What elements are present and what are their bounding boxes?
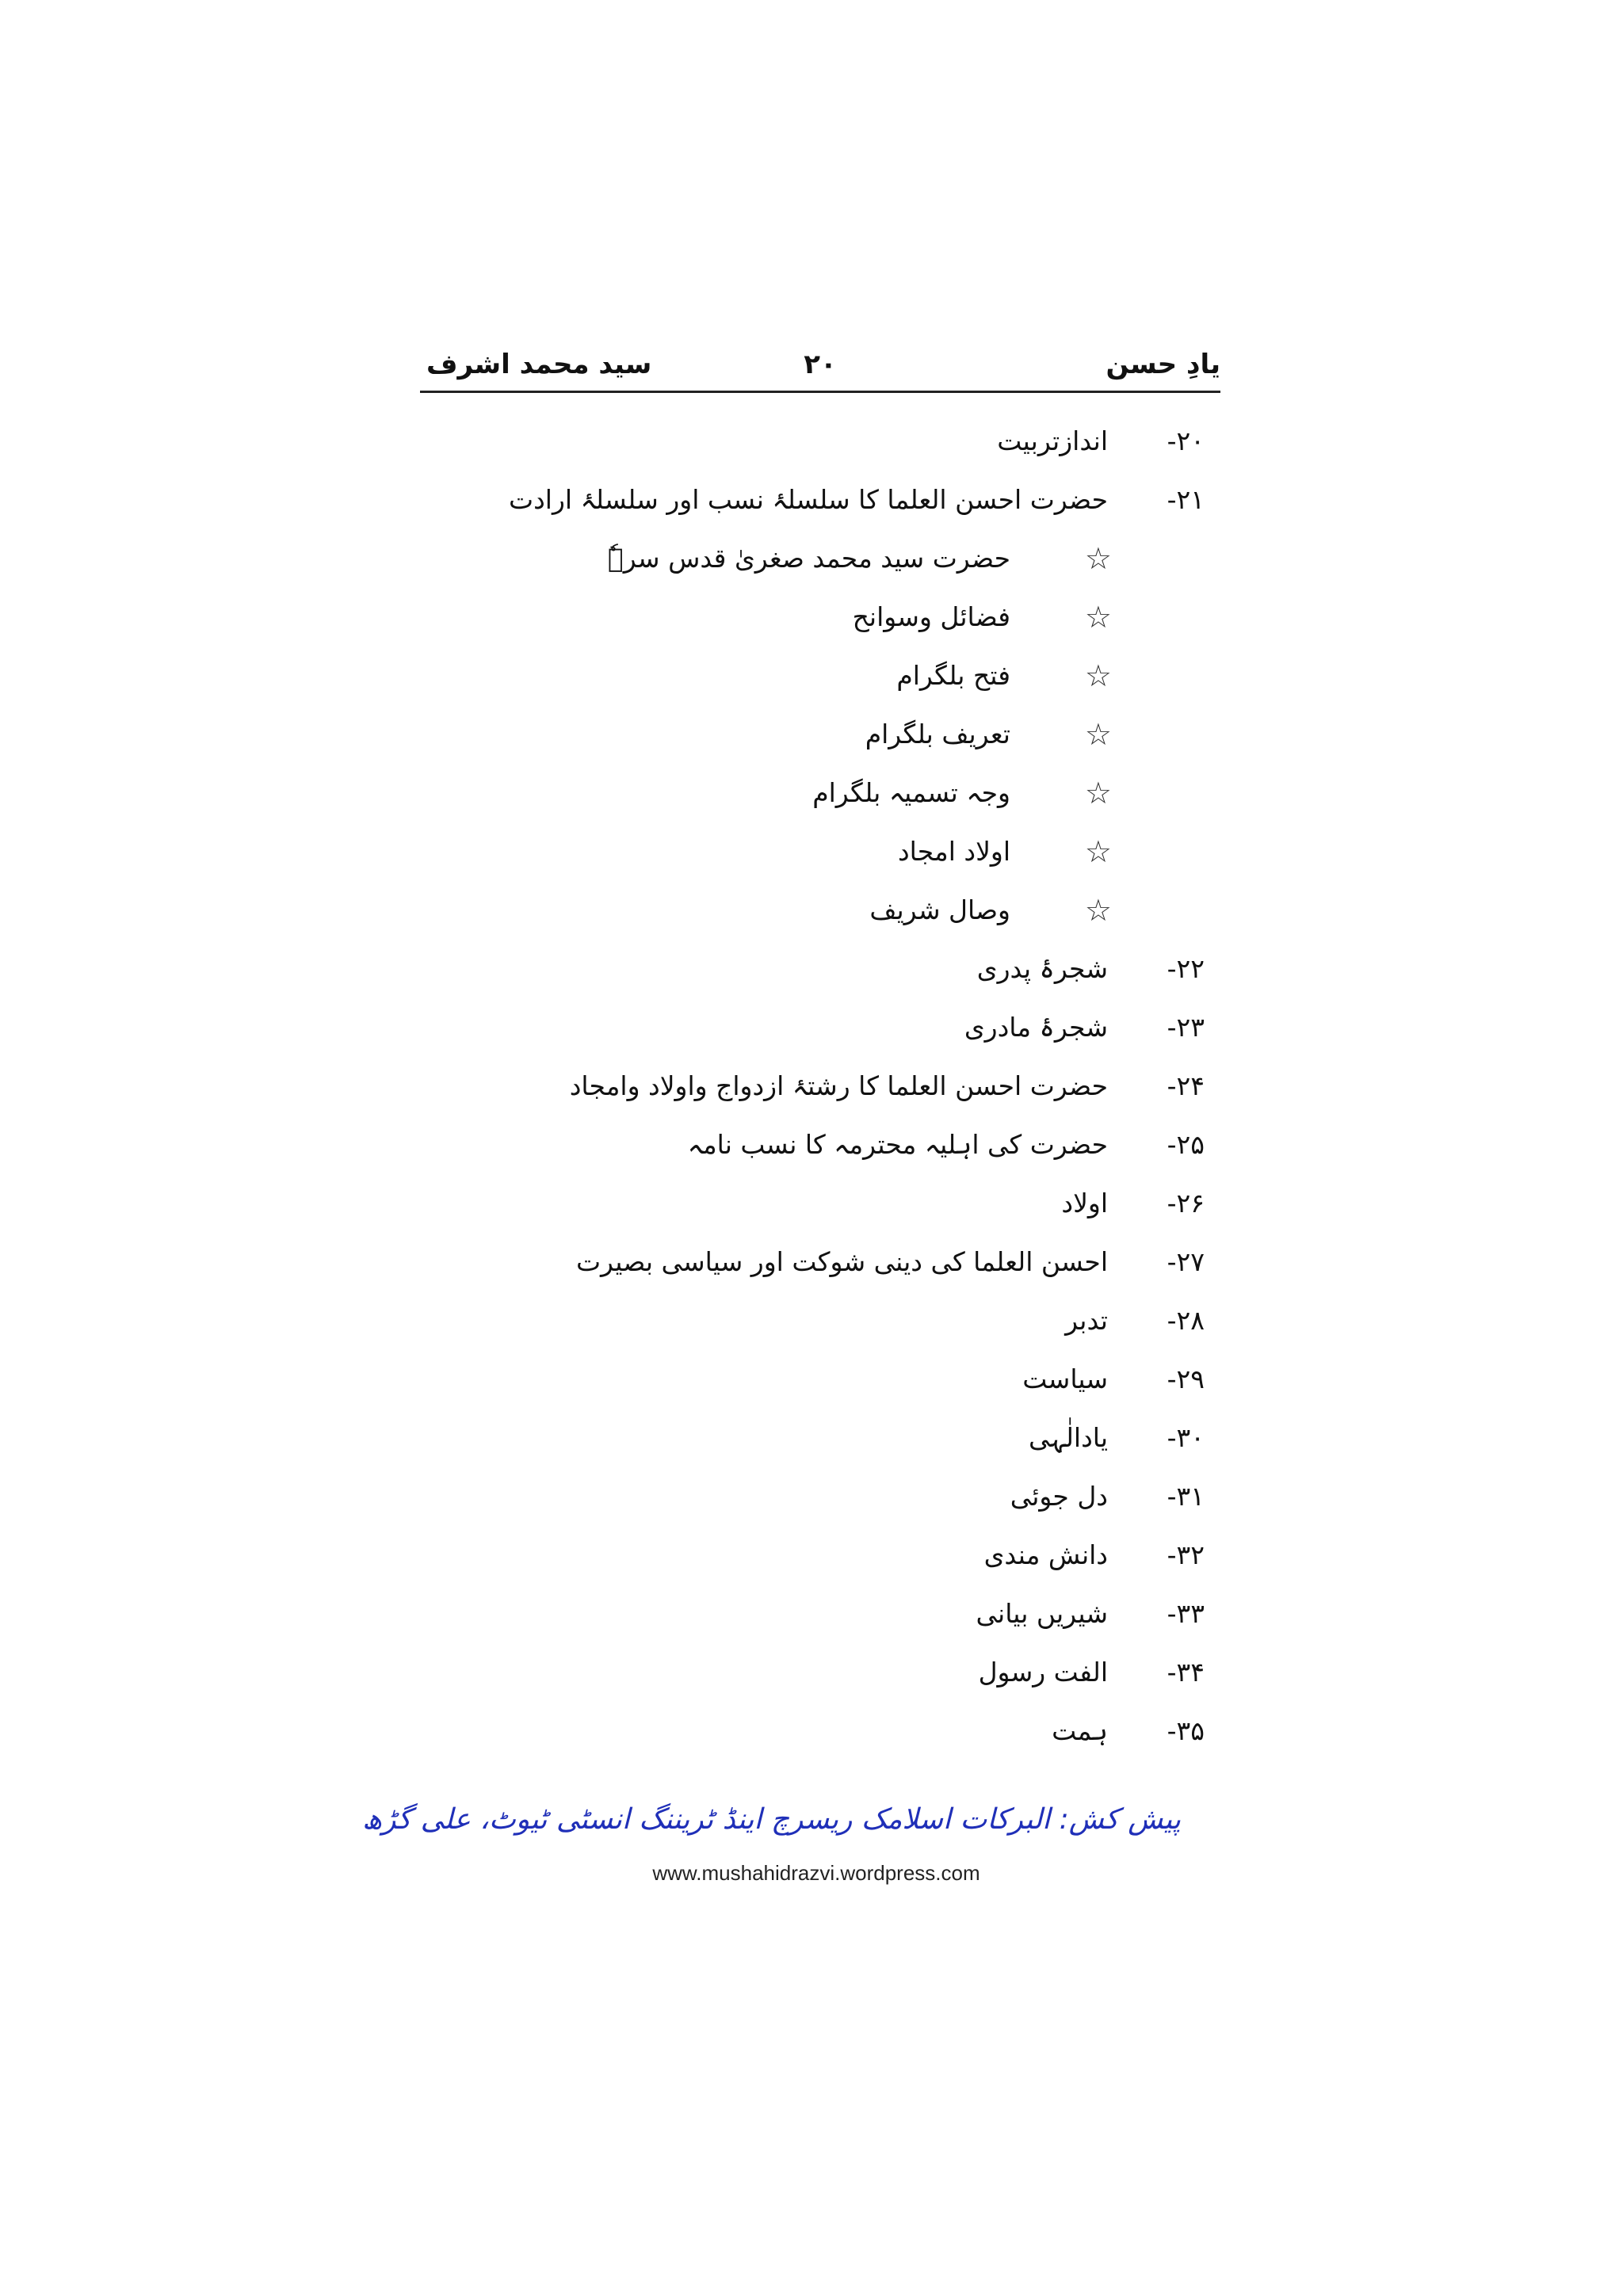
toc-item-title: حضرت احسن العلما کا سلسلۂ نسب اور سلسلۂ ارادت	[509, 484, 1108, 515]
toc-subitem	[555, 529, 1205, 588]
toc-item-number: ۲۱-	[1167, 484, 1205, 515]
toc-item	[555, 1585, 1205, 1643]
toc-item-number: ۲۷-	[1167, 1246, 1205, 1277]
toc-item-title: وصال شریف	[869, 894, 1010, 925]
toc-subitem	[555, 646, 1205, 705]
toc-item	[555, 1643, 1205, 1702]
toc-subitem	[555, 764, 1205, 822]
header-author-name: سید محمد اشرف	[426, 349, 652, 380]
toc-item-title: الفت رسول	[978, 1657, 1108, 1688]
toc-subitem	[555, 822, 1205, 881]
header-page-number: ۲۰	[804, 349, 837, 380]
toc-item	[555, 1409, 1205, 1467]
toc-item	[555, 412, 1205, 471]
toc-item-title: دانش مندی	[983, 1539, 1108, 1570]
toc-item-title: وجہ تسمیہ بلگرام	[812, 777, 1010, 808]
toc-item-number: ۲۰-	[1167, 425, 1205, 456]
toc-item-title: فضائل وسوانح	[852, 601, 1010, 632]
toc-item-title: حضرت احسن العلما کا رشتۂ ازدواج واولاد وامجاد	[569, 1070, 1108, 1101]
toc-item-title: اولاد	[1061, 1188, 1108, 1219]
toc-item-number: ۲۳-	[1167, 1012, 1205, 1043]
toc-item	[555, 1116, 1205, 1174]
toc-item-title: تدبر	[1065, 1305, 1108, 1336]
star-bullet-icon: ☆	[1084, 834, 1112, 869]
toc-item-number: ۲۴-	[1167, 1070, 1205, 1101]
toc-item-number: ۳۳-	[1167, 1598, 1205, 1629]
toc-item-title: سیاست	[1022, 1363, 1108, 1394]
toc-item-title: اندازتربیت	[997, 425, 1108, 456]
toc-item-number: ۲۶-	[1167, 1188, 1205, 1219]
toc-item	[555, 1174, 1205, 1233]
toc-item-title: احسن العلما کی دینی شوکت اور سیاسی بصیرت	[575, 1246, 1108, 1277]
header-rule	[420, 391, 1220, 393]
star-bullet-icon: ☆	[1084, 776, 1112, 810]
toc-item	[555, 1467, 1205, 1526]
star-bullet-icon: ☆	[1084, 717, 1112, 752]
toc-item-title: شجرۂ مادری	[964, 1012, 1108, 1043]
toc-item-number: ۳۱-	[1167, 1481, 1205, 1512]
toc-subitem	[555, 588, 1205, 646]
toc-item-title: ہمت	[1052, 1715, 1108, 1746]
footer-website-url: www.mushahidrazvi.wordpress.com	[652, 1861, 980, 1885]
toc-item-number: ۲۲-	[1167, 953, 1205, 984]
star-bullet-icon: ☆	[1084, 893, 1112, 928]
toc-item	[555, 1291, 1205, 1350]
toc-subitem	[555, 881, 1205, 940]
header-book-title: یادِ حسن	[1106, 349, 1220, 380]
toc-item	[555, 1057, 1205, 1116]
toc-item-title: فتح بلگرام	[896, 660, 1010, 691]
toc-item-title: یادالٰہی	[1029, 1422, 1108, 1453]
toc-item	[555, 1526, 1205, 1585]
toc-item-number: ۳۴-	[1167, 1657, 1205, 1688]
toc-item-number: ۲۸-	[1167, 1305, 1205, 1336]
star-bullet-icon: ☆	[1084, 541, 1112, 576]
table-of-contents	[509, 412, 1205, 1760]
toc-item	[509, 471, 1205, 529]
toc-item-title: شیریں بیانی	[976, 1598, 1108, 1629]
toc-item-title: حضرت سید محمد صغریٰ قدس سرہٗ	[607, 543, 1010, 574]
toc-item	[555, 1702, 1205, 1760]
toc-item-number: ۲۹-	[1167, 1363, 1205, 1394]
toc-item	[555, 998, 1205, 1057]
toc-item-number: ۲۵-	[1167, 1129, 1205, 1160]
toc-item-number: ۳۵-	[1167, 1715, 1205, 1746]
toc-item-number: ۳۰-	[1167, 1422, 1205, 1453]
toc-item-title: شجرۂ پدری	[976, 953, 1108, 984]
toc-item	[555, 1233, 1205, 1291]
star-bullet-icon: ☆	[1084, 658, 1112, 693]
toc-item	[555, 940, 1205, 998]
star-bullet-icon: ☆	[1084, 600, 1112, 635]
toc-item-title: دل جوئی	[1010, 1481, 1108, 1512]
footer-presenter-credit: پیش کش: البرکات اسلامک ریسرچ اینڈ ٹریننگ انسٹی ٹیوٹ، علی گڑھ	[361, 1803, 1181, 1836]
toc-item-number: ۳۲-	[1167, 1539, 1205, 1570]
toc-subitem	[555, 705, 1205, 764]
page-header	[420, 341, 1220, 393]
toc-item	[555, 1350, 1205, 1409]
toc-item-title: اولاد امجاد	[897, 836, 1010, 867]
toc-item-title: حضرت کی اہلیہ محترمہ کا نسب نامہ	[687, 1129, 1108, 1160]
toc-item-title: تعریف بلگرام	[865, 719, 1010, 749]
